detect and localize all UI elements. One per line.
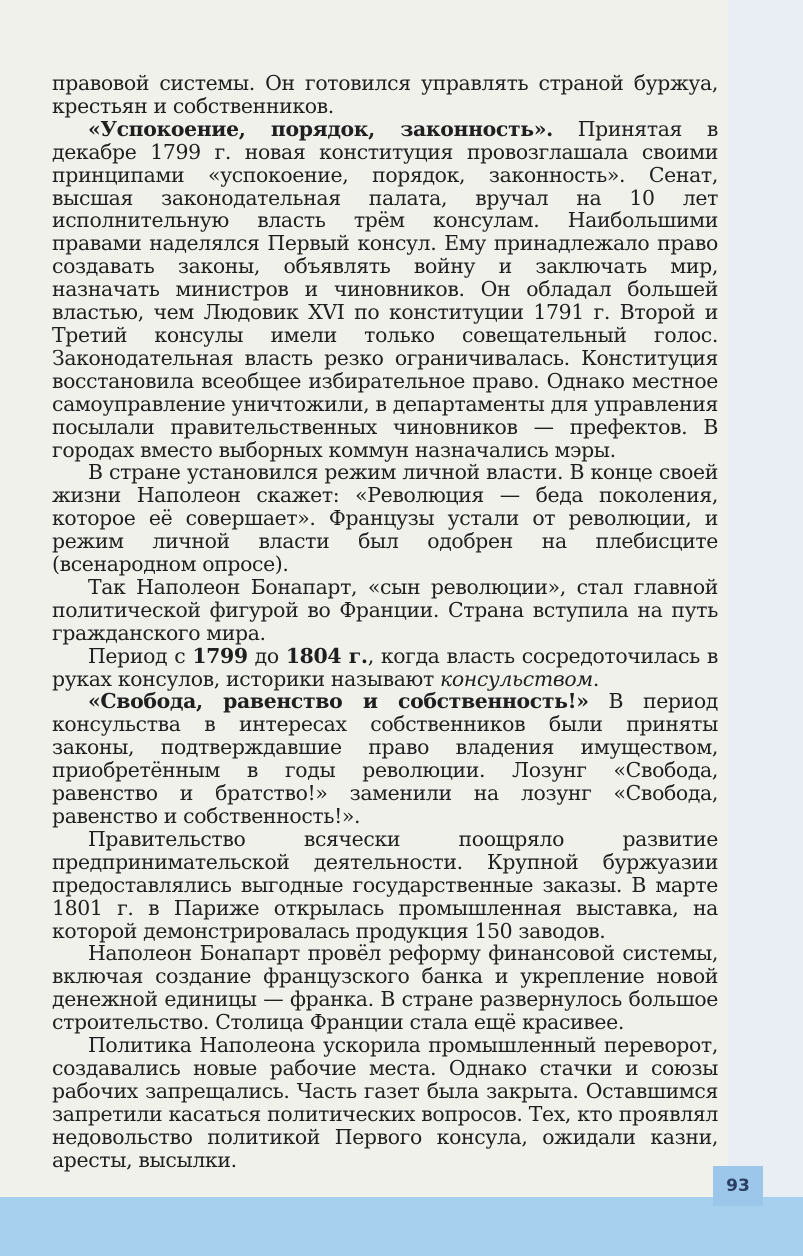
paragraph: «Успокоение, порядок, законность». Принятая в декабре 1799 г. новая конституция провозглашала своими принципами «успокоение, порядок, законность». Сенат, высшая законодательная палата, вручал на 10 лет исполнительную власть трём консулам. Наибольшими правами наделялся Первый консул. Ему принадлежало право создавать законы, объявлять войну и заключать мир, назначать министров и чиновников. Он обладал большей властью, чем Людовик XVI по конституции 1791 г. Второй и Третий консулы имели только совещательный голос. Законодательная власть резко ограничивалась. Конституция восстановила всеобщее избирательное право. Однако местное самоуправление уничтожили, в департаменты для управления посылали правительственных чиновников — префектов. В городах вместо выборных коммун назначались мэры. [52, 116, 718, 462]
paragraph: Политика Наполеона ускорила промышленный переворот, создавались новые рабочие места. Однако стачки и союзы рабочих запрещались. Часть газет была закрыта. Оставшимся запретили касаться политических вопросов. Тех, кто проявлял недовольство политикой Первого консула, ожидали казни, аресты, высылки. [52, 1033, 718, 1172]
page-footer-band [0, 1197, 803, 1256]
page-body [52, 72, 718, 1172]
paragraph: правовой системы. Он готовился управлять страной буржуа, крестьян и собственников. [52, 71, 718, 118]
date-emphasis: 1799 [192, 643, 248, 668]
paragraph: Период с 1799 до 1804 г., когда власть сосредоточилась в руках консулов, историки называют консульством. [52, 643, 718, 691]
section-heading: «Свобода, равенство и собственность!» [88, 689, 589, 714]
date-emphasis: 1804 г. [285, 643, 368, 668]
paragraph: Правительство всячески поощряло развитие предпринимательской деятельности. Крупной буржуазии предоставлялись выгодные государственные заказы. В марте 1801 г. в Париже открылась промышленная выставка, на которой демонстрировалась продукция 150 заводов. [52, 826, 718, 943]
page-number: 93 [713, 1166, 763, 1206]
paragraph: Наполеон Бонапарт провёл реформу финансовой системы, включая создание французского банка и укрепление новой денежной единицы — франка. В стране развернулось большое строительство. Столица Франции стала ещё красивее. [52, 941, 718, 1035]
paragraph: Так Наполеон Бонапарт, «сын революции», стал главной политической фигурой во Франции. Страна вступила на путь гражданского мира. [52, 574, 718, 645]
paragraph: В стране установился режим личной власти. В конце своей жизни Наполеон скажет: «Революция — беда поколения, которое её совершает». Французы устали от революции, и режим личной власти был одобрен на плебисците (всенародном опросе). [52, 460, 718, 577]
paragraph: «Свобода, равенство и собственность!» В период консульства в интересах собственников были приняты законы, подтверждавшие право владения имуществом, приобретённым в годы революции. Лозунг «Свобода, равенство и братство!» заменили на лозунг «Свобода, равенство и собственность!». [52, 689, 718, 828]
page-margin-strip [728, 0, 803, 1256]
section-heading: «Успокоение, порядок, законность». [88, 116, 553, 141]
term-emphasis: консульством [440, 666, 593, 691]
